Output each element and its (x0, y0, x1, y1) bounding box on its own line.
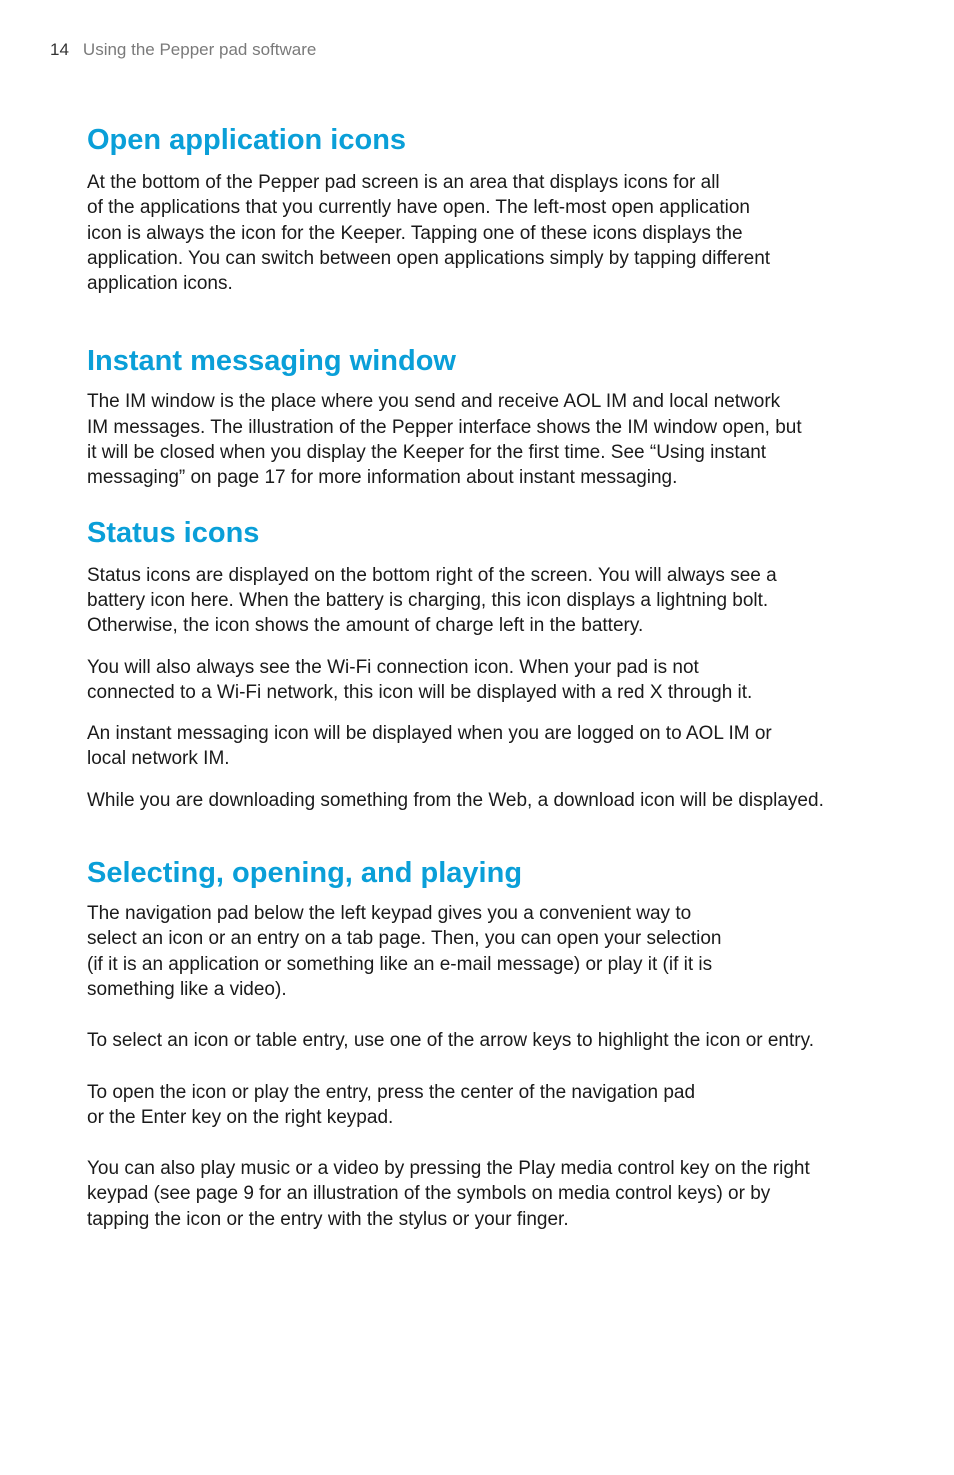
text-line: An instant messaging icon will be displayed when you are logged on to AOL IM or (87, 723, 772, 745)
paragraph (87, 563, 892, 639)
text-line: The navigation pad below the left keypad gives you a convenient way to (87, 903, 692, 925)
page-content (87, 120, 892, 1232)
section-heading: Status icons (87, 516, 260, 549)
paragraph (87, 901, 892, 1002)
section-open-application-icons (87, 120, 892, 296)
paragraph (87, 655, 892, 706)
text-line: battery icon here. When the battery is charging, this icon displays a lightning bolt. (87, 589, 769, 611)
section-heading: Selecting, opening, and playing (87, 857, 523, 890)
text-line: application. You can switch between open applications simply by tapping different (87, 247, 771, 269)
paragraph (87, 389, 892, 490)
paragraph (87, 170, 892, 296)
text-line: it will be closed when you display the Keeper for the first time. See “Using instant (87, 442, 767, 464)
paragraph (87, 788, 892, 813)
text-line: To open the icon or play the entry, press the center of the navigation pad (87, 1081, 696, 1103)
text-line: icon is always the icon for the Keeper. Tapping one of these icons displays the (87, 222, 743, 244)
text-line: of the applications that you currently have open. The left-most open application (87, 197, 750, 219)
text-line: While you are downloading something from the Web, a download icon will be displayed. (87, 789, 824, 811)
paragraph (87, 1028, 892, 1053)
section-heading: Open application icons (87, 124, 407, 156)
text-line: Otherwise, the icon shows the amount of charge left in the battery. (87, 615, 644, 637)
running-header (50, 40, 316, 60)
section-instant-messaging-window (87, 341, 892, 490)
paragraph (87, 1080, 892, 1131)
paragraph (87, 721, 892, 772)
text-line: keypad (see page 9 for an illustration of the symbols on media control keys) or by (87, 1183, 771, 1205)
text-line: (if it is an application or something like an e-mail message) or play it (if it is (87, 953, 713, 975)
text-line: The IM window is the place where you send and receive AOL IM and local network (87, 391, 781, 413)
text-line: At the bottom of the Pepper pad screen is an area that displays icons for all (87, 172, 720, 193)
text-line: messaging” on page 17 for more information about instant messaging. (87, 467, 678, 489)
text-line: Status icons are displayed on the bottom right of the screen. You will always see a (87, 564, 777, 586)
text-line: connected to a Wi-Fi network, this icon will be displayed with a red X through it. (87, 681, 753, 703)
text-line: or the Enter key on the right keypad. (87, 1106, 394, 1128)
text-line: application icons. (87, 273, 233, 295)
text-line: local network IM. (87, 748, 230, 770)
section-status-icons (87, 513, 892, 813)
paragraph (87, 1156, 892, 1232)
text-line: something like a video). (87, 978, 287, 1000)
section-selecting-opening-playing (87, 853, 892, 1232)
text-line: You can also play music or a video by pressing the Play media control key on the right (87, 1158, 810, 1180)
text-line: To select an icon or table entry, use one of the arrow keys to highlight the icon or entry. (87, 1030, 814, 1052)
running-title: Using the Pepper pad software (82, 40, 317, 59)
text-line: select an icon or an entry on a tab page. Then, you can open your selection (87, 928, 722, 950)
section-heading: Instant messaging window (87, 345, 456, 378)
page-number: 14 (50, 40, 69, 59)
text-line: You will also always see the Wi-Fi connection icon. When your pad is not (87, 656, 699, 678)
text-line: tapping the icon or the entry with the stylus or your finger. (87, 1208, 569, 1230)
text-line: IM messages. The illustration of the Pepper interface shows the IM window open, but (87, 416, 802, 438)
